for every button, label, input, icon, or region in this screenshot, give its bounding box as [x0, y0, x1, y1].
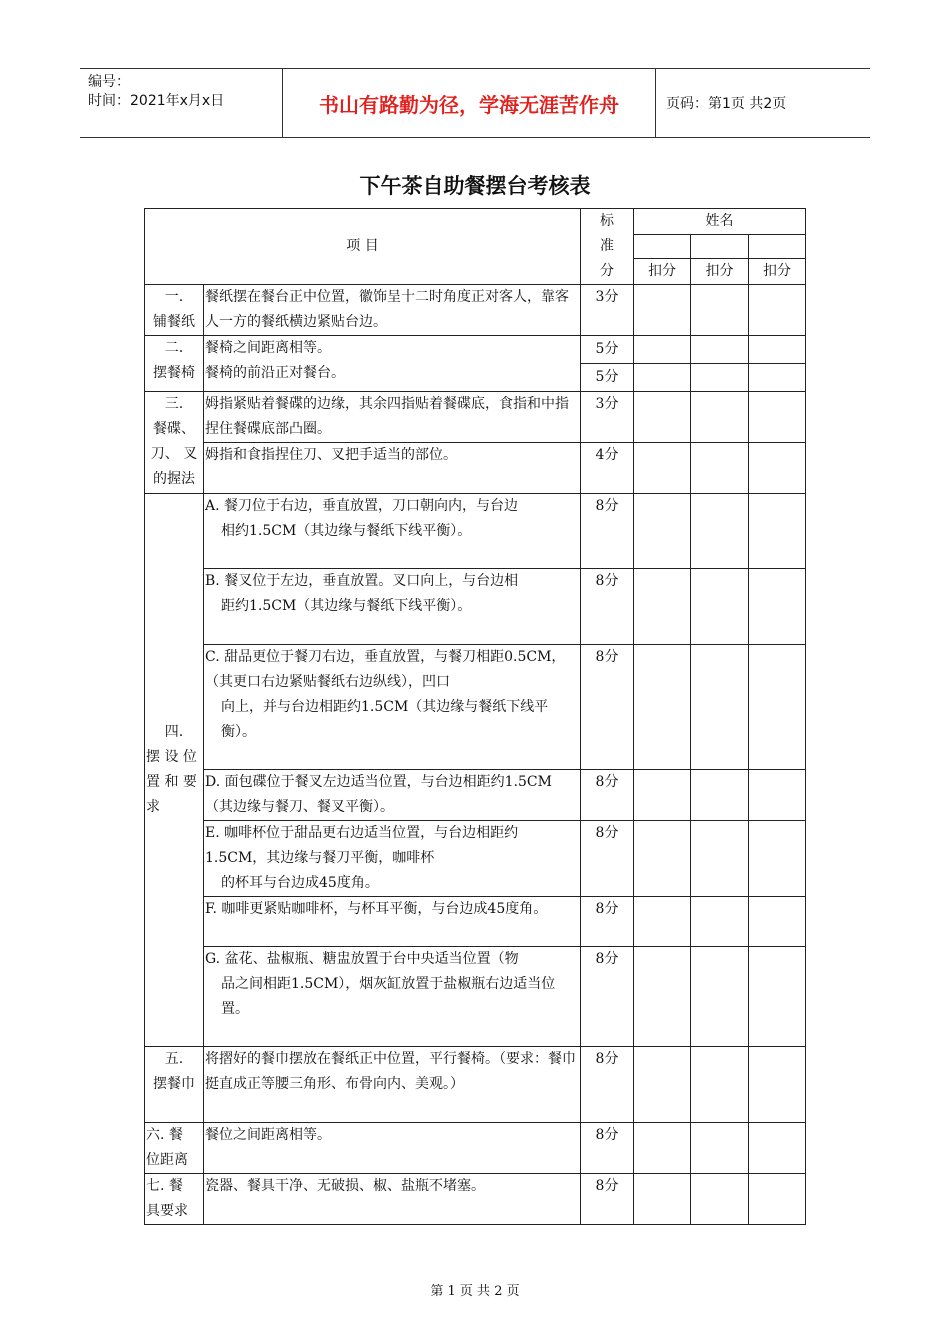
section-label-line: 摆餐椅: [153, 365, 195, 381]
deduct-cell[interactable]: [691, 645, 749, 770]
std-header-char: 标: [600, 213, 615, 229]
score-cell: 8分: [581, 897, 634, 947]
deduct-cell[interactable]: [634, 392, 691, 443]
deduct-cell[interactable]: [634, 336, 691, 364]
deduct-cell[interactable]: [691, 821, 749, 897]
item-line: 向上，并与台边相距约1.5CM（其边缘与餐纸下线平衡）。: [221, 699, 549, 740]
deduct-cell[interactable]: [634, 1123, 691, 1174]
score-cell: 8分: [581, 947, 634, 1047]
page-footer: 第 1 页 共 2 页: [430, 1284, 520, 1299]
score-cell: 8分: [581, 1123, 634, 1174]
item-text: 姆指和食指捏住刀、叉把手适当的部位。: [204, 443, 581, 494]
score-cell: 8分: [581, 821, 634, 897]
header-page-number: 页码：第1页 共2页: [666, 96, 787, 112]
deduct-header: 扣分: [691, 259, 749, 285]
section-label: [145, 1123, 204, 1174]
section-label-line: 位距离: [146, 1152, 188, 1168]
item-line: G. 盆花、盐椒瓶、糖盅放置于台中央适当位置（物: [205, 951, 519, 967]
page-header: [80, 68, 870, 138]
item-text: 餐纸摆在餐台正中位置，徽饰呈十二时角度正对客人，靠客人一方的餐纸横边紧贴台边。: [204, 285, 581, 336]
item-text: 瓷器、餐具干净、无破损、椒、盐瓶不堵塞。: [204, 1174, 581, 1225]
deduct-cell[interactable]: [634, 1174, 691, 1225]
item-line: 餐椅的前沿正对餐台。: [205, 365, 345, 381]
item-column-header: 项 目: [145, 209, 581, 285]
section-label: [145, 336, 204, 392]
item-text: 将摺好的餐巾摆放在餐纸正中位置，平行餐椅。（要求：餐巾挺直成正等腰三角形、布骨向内、美观。）: [204, 1047, 581, 1123]
deduct-header: 扣分: [634, 259, 691, 285]
standard-score-header: [581, 209, 634, 285]
section-label-line: 刀、 叉: [150, 446, 198, 462]
deduct-cell[interactable]: [749, 1123, 806, 1174]
item-line: 距约1.5CM（其边缘与餐纸下线平衡）。: [221, 598, 472, 614]
deduct-cell[interactable]: [749, 392, 806, 443]
item-line: 餐椅之间距离相等。: [205, 340, 331, 356]
std-header-char: 准: [600, 238, 615, 254]
item-text: [204, 494, 581, 569]
item-line: C. 甜品更位于餐刀右边，垂直放置，与餐刀相距0.5CM，（其更口右边紧贴餐纸右边纵线），凹口: [205, 649, 566, 690]
deduct-cell[interactable]: [634, 364, 691, 392]
deduct-cell[interactable]: [634, 821, 691, 897]
deduct-cell[interactable]: [749, 336, 806, 364]
item-line: 相约1.5CM（其边缘与餐纸下线平衡）。: [221, 523, 472, 539]
deduct-cell[interactable]: [691, 569, 749, 645]
item-text: [204, 569, 581, 645]
item-text: [204, 770, 581, 821]
deduct-cell[interactable]: [691, 443, 749, 494]
number-label: 编号：: [88, 74, 130, 90]
deduct-cell[interactable]: [634, 770, 691, 821]
section-label-line: 三.: [164, 396, 184, 412]
score-cell: 4分: [581, 443, 634, 494]
deduct-cell[interactable]: [691, 336, 749, 364]
deduct-cell[interactable]: [749, 1174, 806, 1225]
deduct-header: 扣分: [749, 259, 806, 285]
section-label: [145, 1047, 204, 1123]
section-label-line: 求: [146, 799, 160, 815]
section-label-line: 铺餐纸: [153, 314, 195, 330]
item-line: E. 咖啡杯位于甜品更右边适当位置，与台边相距约1.5CM，其边缘与餐刀平衡，咖啡杯: [205, 825, 519, 866]
item-line: B. 餐叉位于左边，垂直放置。叉口向上，与台边相: [205, 573, 519, 589]
section-label-line: 一.: [164, 289, 184, 305]
deduct-cell[interactable]: [749, 285, 806, 336]
deduct-cell[interactable]: [749, 645, 806, 770]
section-label-line: 六. 餐: [146, 1127, 183, 1143]
deduct-cell[interactable]: [691, 494, 749, 569]
assessment-table: [144, 208, 806, 1225]
item-text: [204, 947, 581, 1047]
deduct-cell[interactable]: [691, 947, 749, 1047]
deduct-cell[interactable]: [691, 1174, 749, 1225]
score-cell: 8分: [581, 569, 634, 645]
section-label-line: 餐碟、: [153, 421, 195, 437]
section-label-line: 置 和 要: [146, 774, 197, 790]
deduct-cell[interactable]: [634, 1047, 691, 1123]
item-line: 品之间相距1.5CM），烟灰缸放置于盐椒瓶右边适当位置。: [221, 976, 556, 1017]
name-cell[interactable]: [749, 235, 806, 259]
section-label-line: 摆 设 位: [146, 749, 197, 765]
deduct-cell[interactable]: [634, 947, 691, 1047]
item-line: A. 餐刀位于右边，垂直放置，刀口朝向内，与台边: [205, 498, 519, 514]
section-label-line: 摆餐巾: [153, 1076, 195, 1092]
deduct-cell[interactable]: [691, 1123, 749, 1174]
item-text: [204, 821, 581, 897]
deduct-cell[interactable]: [749, 821, 806, 897]
deduct-cell[interactable]: [691, 897, 749, 947]
deduct-cell[interactable]: [749, 770, 806, 821]
deduct-cell[interactable]: [634, 569, 691, 645]
section-label: [145, 1174, 204, 1225]
deduct-cell[interactable]: [691, 1047, 749, 1123]
score-cell: 3分: [581, 392, 634, 443]
score-cell: 8分: [581, 494, 634, 569]
deduct-cell[interactable]: [634, 494, 691, 569]
std-header-char: 分: [600, 263, 615, 279]
item-line: F. 咖啡更紧贴咖啡杯，与杯耳平衡，与台边成45度角。: [205, 901, 548, 917]
deduct-cell[interactable]: [634, 443, 691, 494]
score-cell: 8分: [581, 645, 634, 770]
score-cell: 8分: [581, 1174, 634, 1225]
section-label: [145, 494, 204, 1047]
section-label-line: 二.: [164, 340, 184, 356]
header-motto: 书山有路勤为径，学海无涯苦作舟: [282, 69, 656, 137]
name-cell[interactable]: [634, 235, 691, 259]
name-cell[interactable]: [691, 235, 749, 259]
deduct-cell[interactable]: [749, 1047, 806, 1123]
score-cell: 8分: [581, 1047, 634, 1123]
score-cell: 5分: [581, 336, 634, 364]
section-label: [145, 285, 204, 336]
item-text: [204, 897, 581, 947]
item-line: D. 面包碟位于餐叉左边适当位置，与台边相距约1.5CM（其边缘与餐刀、餐叉平衡）。: [205, 774, 552, 815]
item-text: 餐位之间距离相等。: [204, 1123, 581, 1174]
deduct-cell[interactable]: [749, 569, 806, 645]
section-label-line: 五.: [164, 1051, 184, 1067]
document-title: 下午茶自助餐摆台考核表: [359, 174, 591, 198]
deduct-cell[interactable]: [634, 897, 691, 947]
item-line: 的杯耳与台边成45度角。: [221, 875, 379, 891]
score-cell: 3分: [581, 285, 634, 336]
item-text: 姆指紧贴着餐碟的边缘，其余四指贴着餐碟底，食指和中指捏住餐碟底部凸圈。: [204, 392, 581, 443]
deduct-cell[interactable]: [691, 392, 749, 443]
deduct-cell[interactable]: [691, 770, 749, 821]
section-label: [145, 392, 204, 494]
header-meta: [88, 73, 224, 111]
section-label-line: 四.: [164, 724, 184, 740]
item-text: [204, 336, 581, 392]
deduct-cell[interactable]: [749, 494, 806, 569]
deduct-cell[interactable]: [749, 947, 806, 1047]
deduct-cell[interactable]: [634, 645, 691, 770]
score-cell: 5分: [581, 364, 634, 392]
deduct-cell[interactable]: [691, 285, 749, 336]
name-header: 姓名: [634, 209, 806, 235]
deduct-cell[interactable]: [634, 285, 691, 336]
section-label-line: 具要求: [146, 1203, 188, 1219]
deduct-cell[interactable]: [749, 364, 806, 392]
section-label-line: 七. 餐: [146, 1178, 183, 1194]
deduct-cell[interactable]: [749, 443, 806, 494]
section-label-line: 的握法: [153, 471, 195, 487]
item-text: [204, 645, 581, 770]
deduct-cell[interactable]: [749, 897, 806, 947]
score-cell: 8分: [581, 770, 634, 821]
time-label: 时间：2021年x月x日: [88, 93, 225, 109]
deduct-cell[interactable]: [691, 364, 749, 392]
